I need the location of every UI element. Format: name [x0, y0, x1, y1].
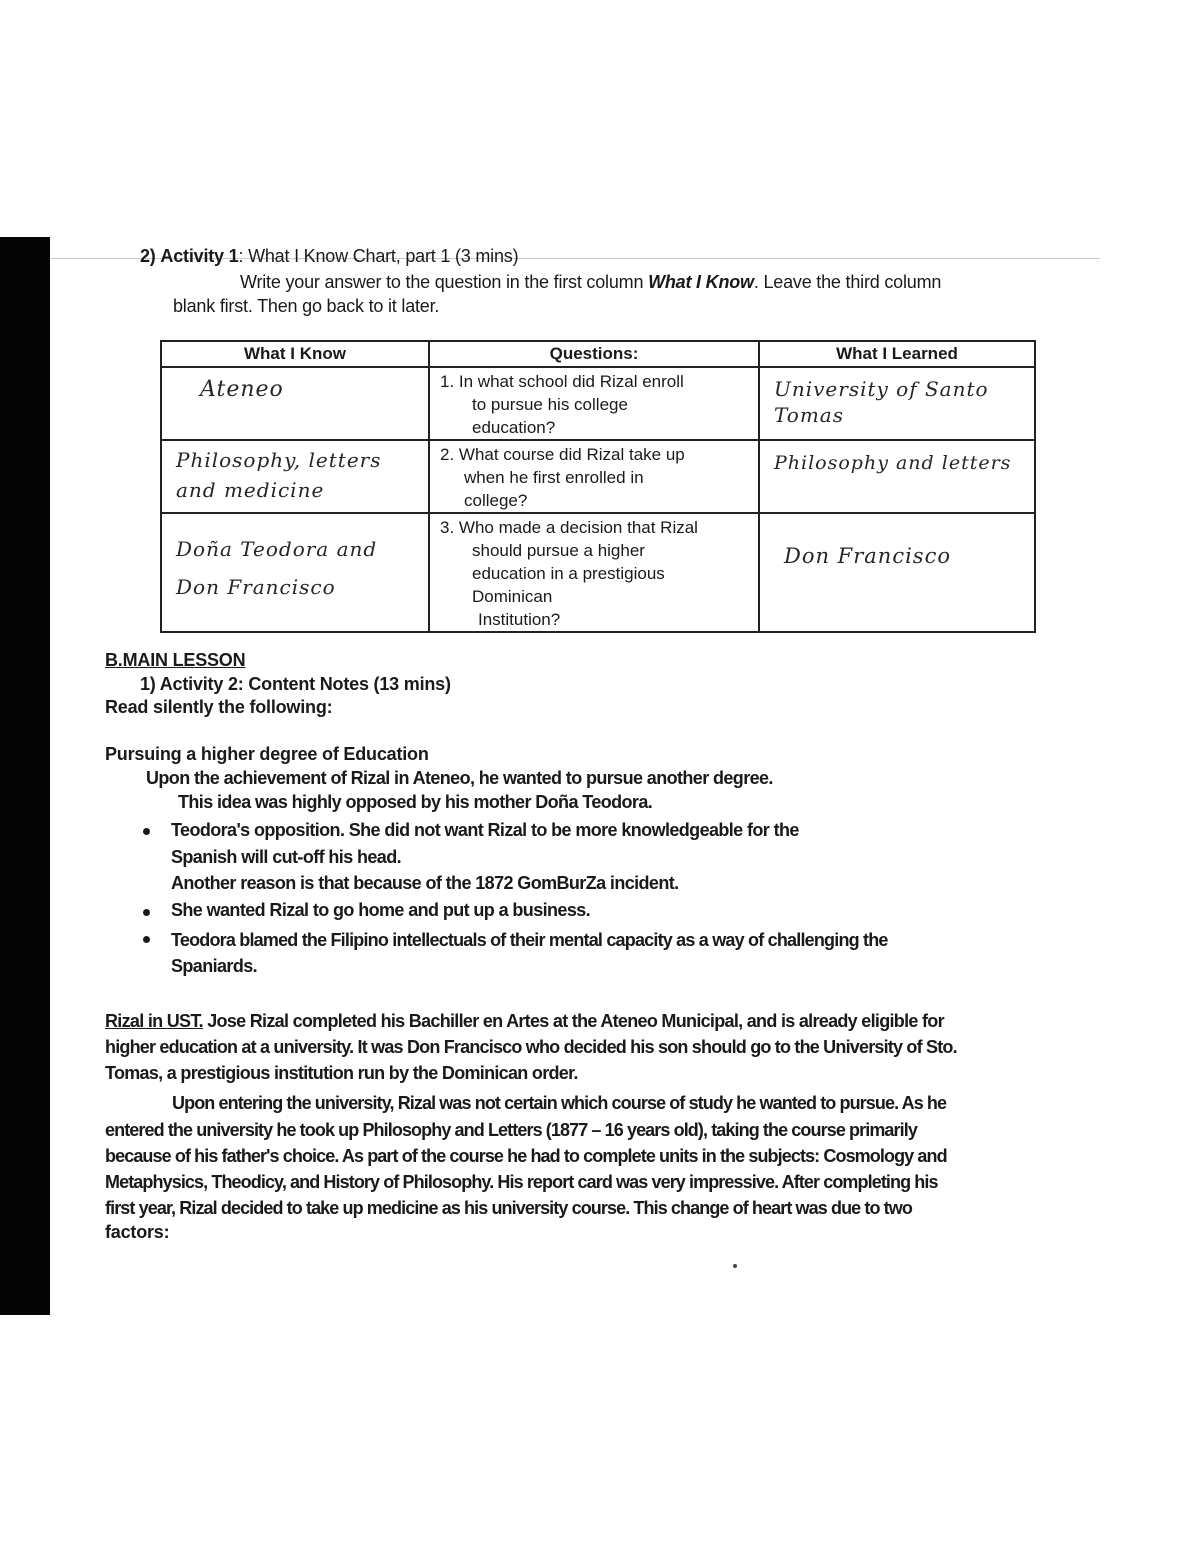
question-text: Dominican [472, 587, 553, 606]
education-line2: This idea was highly opposed by his mother Doña Teodora. [178, 792, 653, 812]
handwritten-answer: University of Santo Tomas [774, 377, 989, 427]
activity2-heading: 1) Activity 2: Content Notes (13 mins) [140, 674, 451, 694]
ust-p2-line3: because of his father's choice. As part of the course he had to complete units in the subjects: Cosmology and [105, 1146, 947, 1166]
education-line1: Upon the achievement of Rizal in Ateneo, he wanted to pursue another degree. [146, 768, 773, 788]
activity1-number: 2) [140, 246, 156, 266]
scan-speck [733, 1264, 737, 1268]
answer-know-2 [161, 440, 429, 513]
main-lesson-heading: B.MAIN LESSON [105, 650, 246, 670]
answer-know-1 [161, 367, 429, 440]
question-text: 1. In what school did Rizal enroll [440, 372, 684, 391]
bullet3-line1: Teodora blamed the Filipino intellectuals of their mental capacity as a way of challenging the [171, 930, 888, 950]
bullet1-emphasis: Teodora's opposition. [171, 820, 345, 840]
question-text: Institution? [478, 610, 561, 629]
ust-text: Jose Rizal completed his Bachiller en Artes at the Ateneo Municipal, and is already eligible for [202, 1011, 944, 1031]
answer-learned-1 [759, 367, 1035, 440]
handwritten-answer: Doña Teodora and Don Francisco [176, 537, 378, 599]
instruction-emphasis: What I Know [648, 272, 754, 292]
what-i-know-chart [160, 340, 1036, 633]
bullet-icon [143, 936, 150, 943]
activity1-instruction-line1 [240, 272, 941, 293]
answer-know-3 [161, 513, 429, 632]
bullet-icon [143, 828, 150, 835]
question-text: to pursue his college [472, 395, 628, 414]
answer-learned-2 [759, 440, 1035, 513]
ust-p2-line2: entered the university he took up Philosophy and Letters (1877 – 16 years old), taking the course primarily [105, 1120, 917, 1140]
bullet1-line2: Spanish will cut-off his head. [171, 847, 402, 867]
bullet2: She wanted Rizal to go home and put up a business. [171, 900, 591, 920]
handwritten-answer: Philosophy, letters and medicine [176, 448, 382, 502]
question-text: college? [464, 491, 528, 510]
table-row [161, 440, 1035, 513]
ust-p1-line1 [105, 1011, 944, 1032]
read-instruction: Read silently the following: [105, 697, 333, 717]
question-2 [429, 440, 759, 513]
ust-p2-line1: Upon entering the university, Rizal was not certain which course of study he wanted to pursue. As he [172, 1093, 947, 1113]
question-text: 2. What course did Rizal take up [440, 445, 685, 464]
instruction-text: Write your answer to the question in the first column [240, 272, 649, 292]
ust-p2-line6: factors: [105, 1222, 170, 1242]
instruction-text-end: . Leave the third column [753, 272, 942, 292]
question-text: 3. Who made a decision that Rizal [440, 518, 698, 537]
bullet1-text: She did not want Rizal to be more knowledgeable for the [344, 820, 799, 840]
bullet1-line3: Another reason is that because of the 1872 GomBurZa incident. [171, 873, 679, 893]
activity1-title: : What I Know Chart, part 1 (3 mins) [238, 246, 519, 266]
header-what-i-learned: What I Learned [759, 341, 1035, 367]
ust-p1-line2: higher education at a university. It was Don Francisco who decided his son should go to the University of Sto. [105, 1037, 957, 1057]
activity1-instruction-line2: blank first. Then go back to it later. [173, 296, 440, 316]
answer-learned-3 [759, 513, 1035, 632]
activity1-label: Activity 1 [160, 246, 239, 266]
ust-p1-line3: Tomas, a prestigious institution run by the Dominican order. [105, 1063, 578, 1083]
education-heading: Pursuing a higher degree of Education [105, 744, 429, 764]
table-row [161, 513, 1035, 632]
chart-header-row [161, 341, 1035, 367]
question-text: should pursue a higher [472, 541, 645, 560]
question-text: education? [472, 418, 556, 437]
bullet-icon [143, 909, 150, 916]
handwritten-answer: Ateneo [200, 377, 284, 402]
header-questions: Questions: [429, 341, 759, 367]
question-1 [429, 367, 759, 440]
bullet1-line1 [171, 820, 799, 841]
bullet3-line2: Spaniards. [171, 956, 258, 976]
header-what-i-know: What I Know [161, 341, 429, 367]
question-3 [429, 513, 759, 632]
ust-label: Rizal in UST. [105, 1011, 203, 1031]
table-row [161, 367, 1035, 440]
question-text: education in a prestigious [472, 564, 665, 583]
ust-p2-line4: Metaphysics, Theodicy, and History of Philosophy. His report card was very impressive. After completing his [105, 1172, 938, 1192]
question-text: when he first enrolled in [464, 468, 644, 487]
activity1-heading [140, 246, 518, 267]
handwritten-answer: Philosophy and letters [774, 452, 1012, 474]
ust-p2-line5: first year, Rizal decided to take up medicine as his university course. This change of heart was due to two [105, 1198, 912, 1218]
handwritten-answer: Don Francisco [784, 544, 951, 568]
